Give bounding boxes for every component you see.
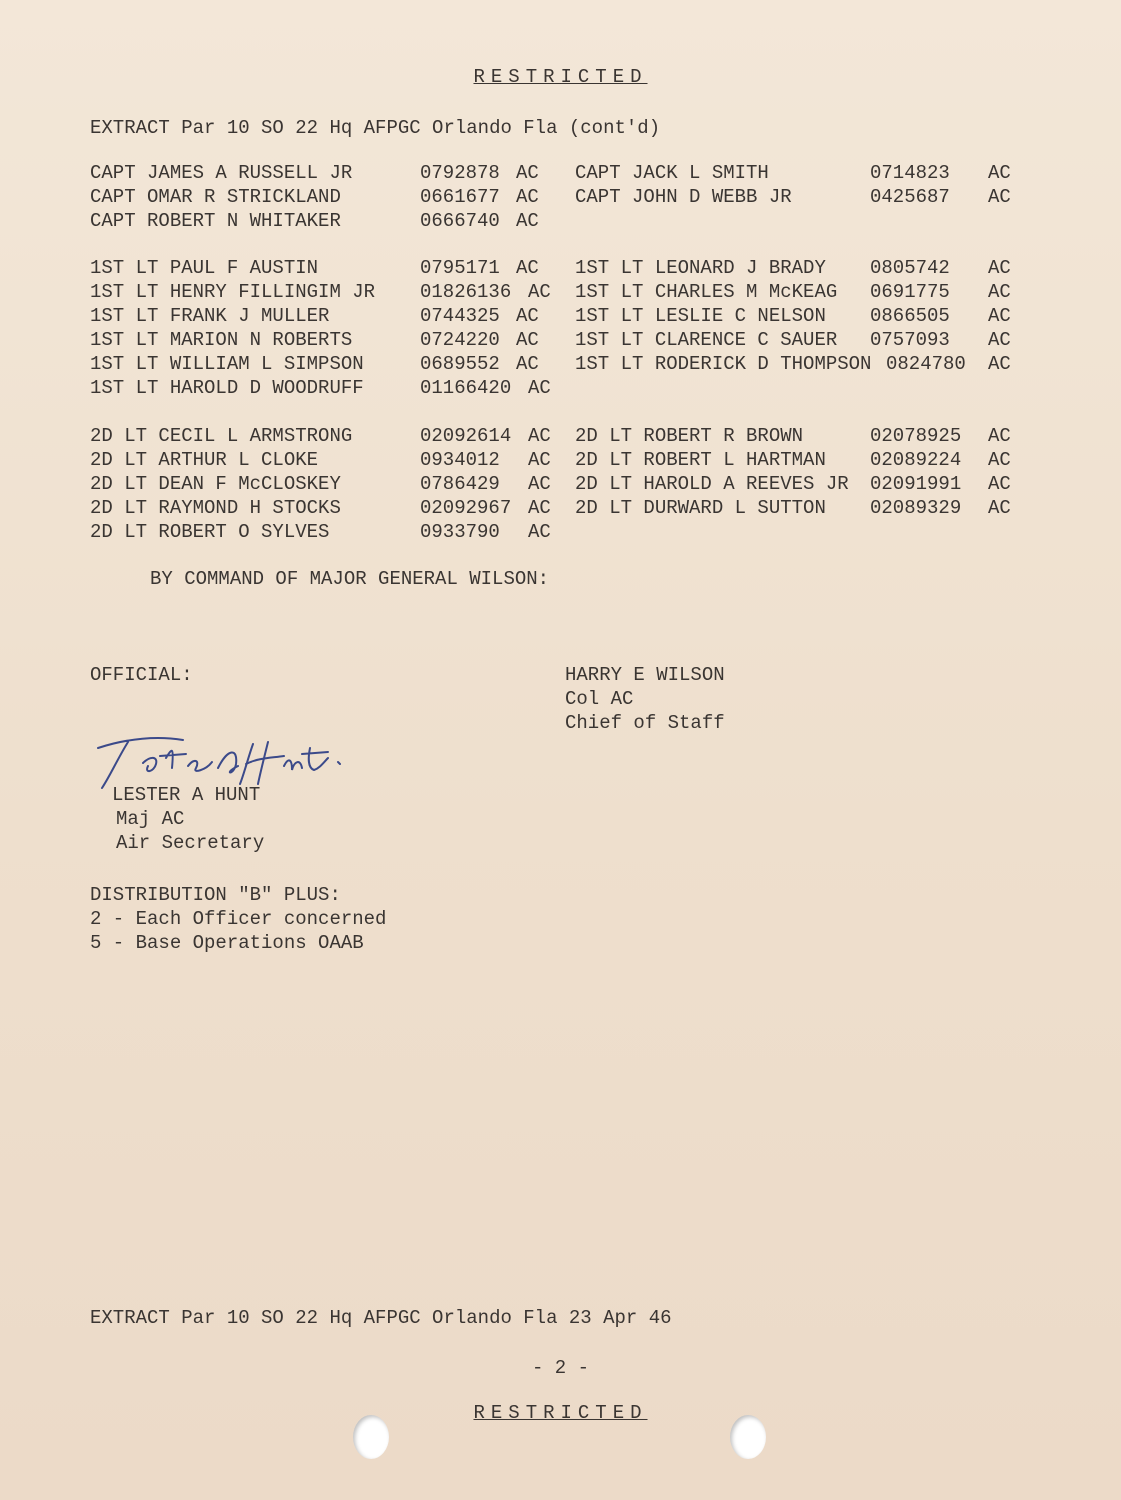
chief-name: HARRY E WILSON xyxy=(565,664,725,686)
branch: AC xyxy=(528,377,551,399)
branch: AC xyxy=(988,305,1011,327)
officer-name: 2D LT HAROLD A REEVES JR xyxy=(575,473,849,495)
serial-number: 0714823 xyxy=(870,162,950,184)
roster-row xyxy=(90,353,1011,377)
officer-name: 2D LT CECIL L ARMSTRONG xyxy=(90,425,353,447)
officer-name: 1ST LT CHARLES M McKEAG xyxy=(575,281,838,303)
officer-name: CAPT JOHN D WEBB JR xyxy=(575,186,792,208)
serial-number: 02092967 xyxy=(420,497,512,519)
branch: AC xyxy=(528,425,551,447)
branch: AC xyxy=(528,521,551,543)
serial-number: 01166420 xyxy=(420,377,512,399)
roster-captains xyxy=(90,162,1011,234)
page-number: - 2 - xyxy=(531,1357,589,1379)
roster-row xyxy=(90,449,1011,473)
officer-name: 1ST LT RODERICK D THOMPSON xyxy=(575,353,872,375)
chief-title: Chief of Staff xyxy=(565,712,725,734)
officer-name: 1ST LT FRANK J MULLER xyxy=(90,305,330,327)
serial-number: 02078925 xyxy=(870,425,962,447)
secretary-title: Air Secretary xyxy=(116,832,265,854)
serial-number: 0824780 xyxy=(886,353,966,375)
branch: AC xyxy=(988,186,1011,208)
serial-number: 0805742 xyxy=(870,257,950,279)
branch: AC xyxy=(988,162,1011,184)
punch-hole xyxy=(353,1415,389,1459)
serial-number: 0795171 xyxy=(420,257,500,279)
branch: AC xyxy=(516,305,539,327)
branch: AC xyxy=(988,425,1011,447)
serial-number: 0933790 xyxy=(420,521,500,543)
branch: AC xyxy=(528,473,551,495)
serial-number: 0425687 xyxy=(870,186,950,208)
serial-number: 0661677 xyxy=(420,186,500,208)
roster-row xyxy=(90,497,1011,521)
serial-number: 0757093 xyxy=(870,329,950,351)
branch: AC xyxy=(516,210,539,232)
top-classification: RESTRICTED xyxy=(473,66,648,88)
serial-number: 0689552 xyxy=(420,353,500,375)
officer-name: 2D LT ROBERT O SYLVES xyxy=(90,521,330,543)
branch: AC xyxy=(988,473,1011,495)
branch: AC xyxy=(516,186,539,208)
bottom-classification: RESTRICTED xyxy=(473,1402,648,1424)
officer-name: 1ST LT MARION N ROBERTS xyxy=(90,329,353,351)
officer-name: 1ST LT WILLIAM L SIMPSON xyxy=(90,353,364,375)
roster-row xyxy=(90,281,1011,305)
branch: AC xyxy=(516,329,539,351)
serial-number: 02089329 xyxy=(870,497,962,519)
branch: AC xyxy=(528,449,551,471)
command-line: BY COMMAND OF MAJOR GENERAL WILSON: xyxy=(150,568,550,590)
officer-name: CAPT ROBERT N WHITAKER xyxy=(90,210,341,232)
serial-number: 0666740 xyxy=(420,210,500,232)
officer-name: 1ST LT PAUL F AUSTIN xyxy=(90,257,319,279)
roster-second-lieutenants xyxy=(90,425,1011,545)
officer-name: 1ST LT LEONARD J BRADY xyxy=(575,257,826,279)
serial-number: 02089224 xyxy=(870,449,962,471)
branch: AC xyxy=(516,257,539,279)
roster-row xyxy=(90,377,551,401)
officer-name: CAPT JACK L SMITH xyxy=(575,162,769,184)
branch: AC xyxy=(988,497,1011,519)
officer-name: 2D LT RAYMOND H STOCKS xyxy=(90,497,341,519)
serial-number: 0691775 xyxy=(870,281,950,303)
officer-name: 2D LT ROBERT L HARTMAN xyxy=(575,449,826,471)
roster-row xyxy=(90,305,1011,329)
roster-row xyxy=(90,186,1011,210)
branch: AC xyxy=(516,353,539,375)
branch: AC xyxy=(988,281,1011,303)
serial-number: 0724220 xyxy=(420,329,500,351)
serial-number: 0792878 xyxy=(420,162,500,184)
officer-name: 1ST LT HAROLD D WOODRUFF xyxy=(90,377,364,399)
serial-number: 0934012 xyxy=(420,449,500,471)
serial-number: 0866505 xyxy=(870,305,950,327)
officer-name: 2D LT DEAN F McCLOSKEY xyxy=(90,473,341,495)
punch-hole xyxy=(730,1415,766,1459)
officer-name: CAPT OMAR R STRICKLAND xyxy=(90,186,341,208)
officer-name: CAPT JAMES A RUSSELL JR xyxy=(90,162,353,184)
branch: AC xyxy=(988,329,1011,351)
roster-first-lieutenants xyxy=(90,257,1011,401)
branch: AC xyxy=(988,353,1011,375)
officer-name: 1ST LT LESLIE C NELSON xyxy=(575,305,826,327)
distribution-item: 2 - Each Officer concerned xyxy=(90,908,387,930)
official-label: OFFICIAL: xyxy=(90,664,193,686)
serial-number: 02092614 xyxy=(420,425,512,447)
serial-number: 0786429 xyxy=(420,473,500,495)
branch: AC xyxy=(988,449,1011,471)
officer-name: 2D LT ARTHUR L CLOKE xyxy=(90,449,319,471)
serial-number: 01826136 xyxy=(420,281,512,303)
branch: AC xyxy=(988,257,1011,279)
distribution-heading: DISTRIBUTION "B" PLUS: xyxy=(90,884,341,906)
roster-row xyxy=(90,210,539,234)
roster-row xyxy=(90,329,1011,353)
roster-row xyxy=(90,162,1011,186)
officer-name: 1ST LT HENRY FILLINGIM JR xyxy=(90,281,376,303)
extract-heading: EXTRACT Par 10 SO 22 Hq AFPGC Orlando Fla (cont'd) xyxy=(90,117,661,139)
distribution-item: 5 - Base Operations OAAB xyxy=(90,932,364,954)
secretary-rank: Maj AC xyxy=(116,808,185,830)
officer-name: 2D LT DURWARD L SUTTON xyxy=(575,497,826,519)
branch: AC xyxy=(528,497,551,519)
roster-row xyxy=(90,257,1011,281)
officer-name: 2D LT ROBERT R BROWN xyxy=(575,425,804,447)
chief-rank: Col AC xyxy=(565,688,634,710)
roster-row xyxy=(90,473,1011,497)
serial-number: 0744325 xyxy=(420,305,500,327)
officer-name: 1ST LT CLARENCE C SAUER xyxy=(575,329,838,351)
roster-row xyxy=(90,521,551,545)
branch: AC xyxy=(528,281,551,303)
secretary-name: LESTER A HUNT xyxy=(112,784,261,806)
roster-row xyxy=(90,425,1011,449)
footer-extract: EXTRACT Par 10 SO 22 Hq AFPGC Orlando Fla 23 Apr 46 xyxy=(90,1307,672,1329)
serial-number: 02091991 xyxy=(870,473,962,495)
branch: AC xyxy=(516,162,539,184)
